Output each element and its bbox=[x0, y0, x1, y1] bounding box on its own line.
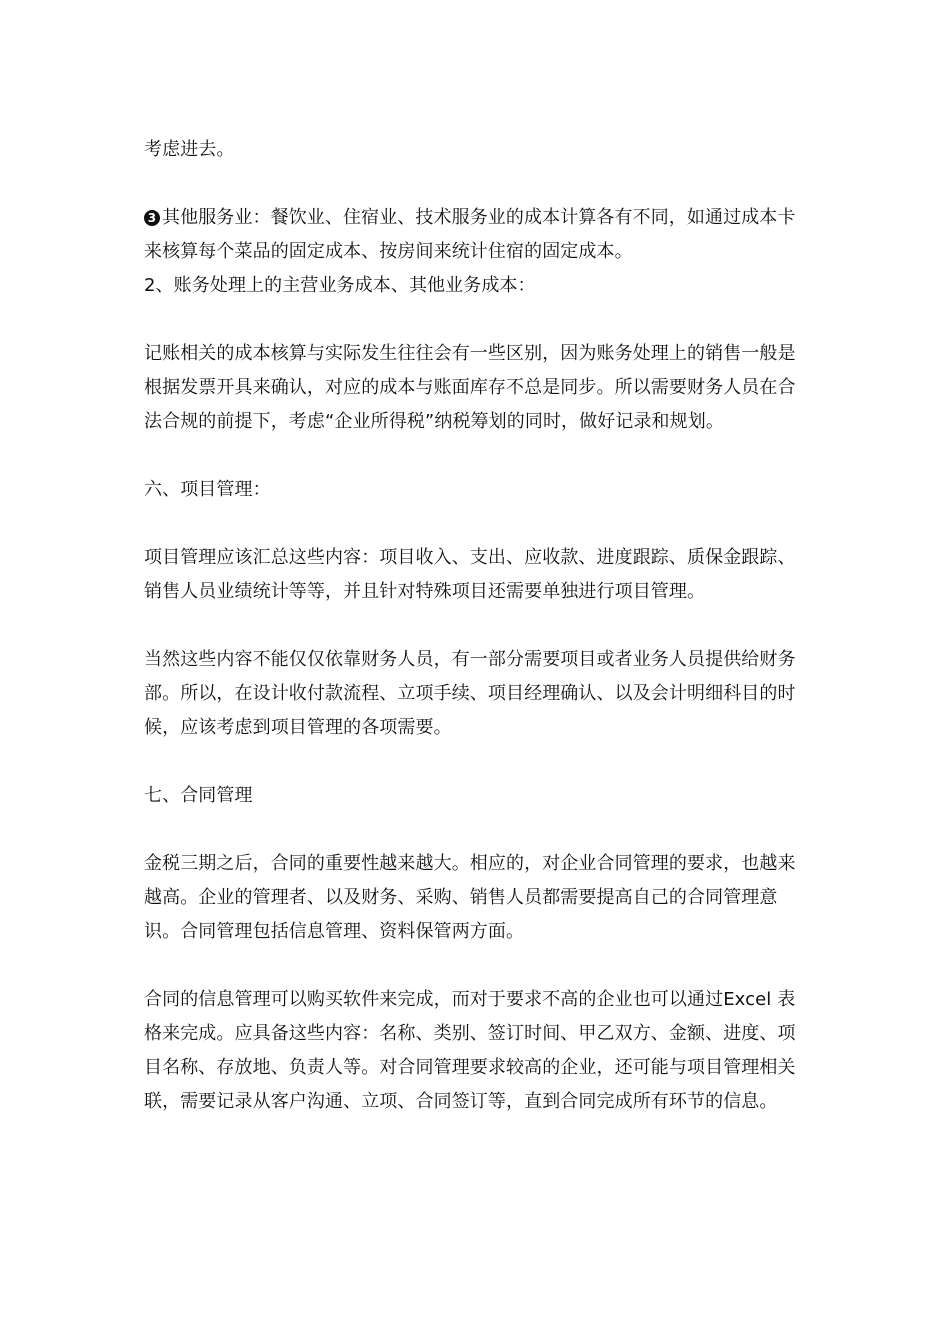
paragraph-contract-importance: 金税三期之后，合同的重要性越来越大。相应的，对企业合同管理的要求，也越来越高。企业的管理者、以及财务、采购、销售人员都需要提高自己的合同管理意识。合同管理包括信息管理、资料保管两方面。 bbox=[144, 853, 796, 942]
paragraph-accounting-costs: 记账相关的成本核算与实际发生往往会有一些区别，因为账务处理上的销售一般是根据发票开具来确认，对应的成本与账面库存不总是同步。所以需要财务人员在合法合规的前提下，考虑“企业所得税”纳税筹划的同时，做好记录和规划。 bbox=[144, 343, 796, 432]
paragraph-project-management-content: 项目管理应该汇总这些内容：项目收入、支出、应收款、进度跟踪、质保金跟踪、销售人员业绩统计等等，并且针对特殊项目还需要单独进行项目管理。 bbox=[144, 547, 796, 602]
numbered-bullet-icon: 3 bbox=[144, 210, 160, 226]
section-heading-project-management: 六、项目管理： bbox=[144, 479, 271, 500]
paragraph-project-management-responsibility: 当然这些内容不能仅仅依靠财务人员，有一部分需要项目或者业务人员提供给财务部。所以，在设计收付款流程、立项手续、项目经理确认、以及会计明细科目的时候，应该考虑到项目管理的各项需要。 bbox=[144, 649, 796, 738]
paragraph-accounting-costs-heading: 2、账务处理上的主营业务成本、其他业务成本： bbox=[144, 275, 536, 296]
paragraph-continuation: 考虑进去。 bbox=[144, 139, 235, 160]
paragraph-contract-information: 合同的信息管理可以购买软件来完成，而对于要求不高的企业也可以通过Excel 表格来完成。应具备这些内容：名称、类别、签订时间、甲乙双方、金额、进度、项目名称、存放地、负责人等。对合同管理要求较高的企业，还可能与项目管理相关联，需要记录从客户沟通、立项、合同签订等，直到合同完成所有环节的信息。 bbox=[144, 989, 796, 1112]
section-heading-contract-management: 七、合同管理 bbox=[144, 785, 253, 806]
document-body bbox=[144, 133, 808, 1119]
paragraph-other-services bbox=[144, 201, 808, 269]
paragraph-other-services-text: 其他服务业：餐饮业、住宿业、技术服务业的成本计算各有不同，如通过成本卡来核算每个菜品的固定成本、按房间来统计住宿的固定成本。 bbox=[144, 207, 796, 262]
